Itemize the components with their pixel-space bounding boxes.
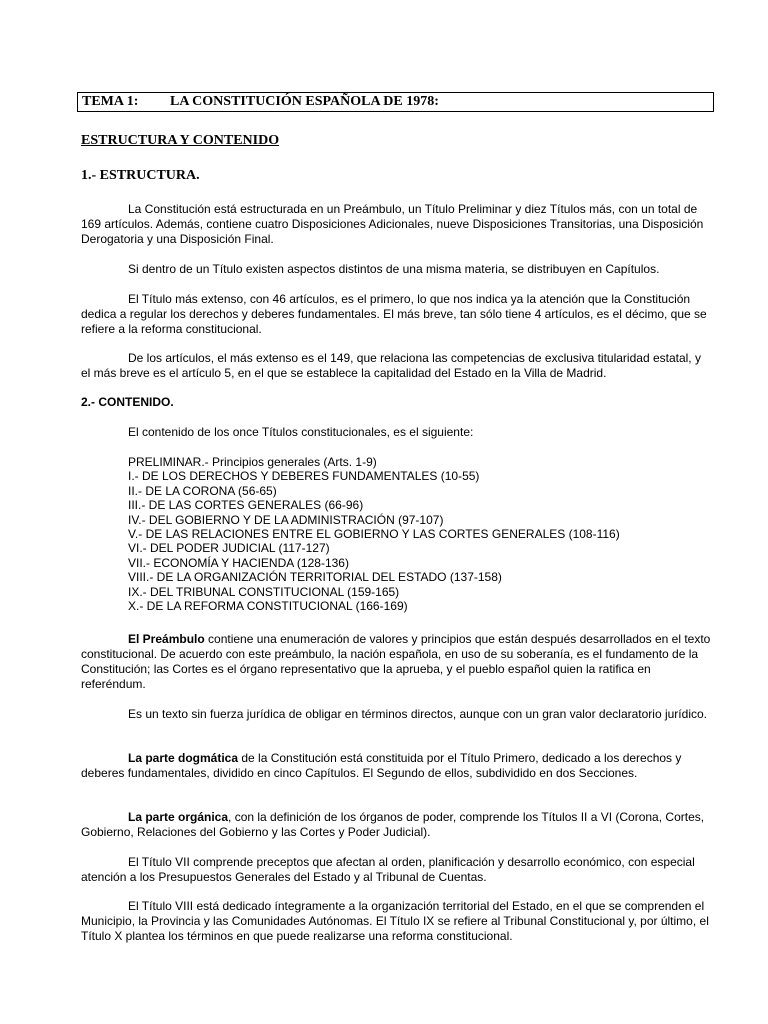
document-title: LA CONSTITUCIÓN ESPAÑOLA DE 1978: [170,94,439,109]
organica-text: , con la definición de los órganos de poder, comprende los Títulos II a VI (Corona, Cortes, Gobierno, Relaciones del Gobierno y las Cortes y Poder Judicial). [81,810,705,839]
list-item: IX.- DEL TRIBUNAL CONSTITUCIONAL (159-165) [128,584,400,599]
preambulo-text: contiene una enumeración de valores y principios que están después desarrollados en el texto constitucional. De acuerdo con este preámbulo, la nación española, en uso de su soberanía, es el fundamento de la Constitución; las Cortes es el órgano representativo que la aprueba, y el pueblo español quien la ratifica en referéndum. [81,632,711,691]
section-1-heading: 1.- ESTRUCTURA. [81,168,200,183]
preambulo-paragraph [81,632,711,692]
list-item: PRELIMINAR.- Principios generales (Arts. 1-9) [128,455,377,469]
titulo-viii-paragraph: El Título VIII está dedicado íntegramente a la organización territorial del Estado, en el que se comprenden el Municipio, la Provincia y las Comunidades Autónomas. El Título IX se refiere al Tribunal Constitucional y, por último, el Título X plantea los términos en que puede realizarse una reforma constitucional. [81,899,709,943]
titulo-vii-paragraph: El Título VII comprende preceptos que afectan al orden, planificación y desarrollo económico, con especial atención a los Presupuestos Generales del Estado y al Tribunal de Cuentas. [81,855,695,884]
section-2-intro: El contenido de los once Títulos constitucionales, es el siguiente: [128,425,474,439]
list-item: X.- DE LA REFORMA CONSTITUCIONAL (166-169) [128,599,408,614]
section-2-heading: 2.- CONTENIDO. [81,395,174,409]
list-item: VII.- ECONOMÍA Y HACIENDA (128-136) [128,555,349,570]
list-item: VIII.- DE LA ORGANIZACIÓN TERRITORIAL DEL ESTADO (137-158) [128,570,502,585]
preambulo-bold-term: El Preámbulo [128,632,205,646]
section-1-paragraph-3: El Título más extenso, con 46 artículos, es el primero, lo que nos indica ya la atención que la Constitución dedica a regular los derechos y deberes fundamentales. El más breve, tan sólo tiene 4 artículos, es el décimo, que se refiere a la reforma constitucional. [81,292,707,336]
list-item: I.- DE LOS DERECHOS Y DEBERES FUNDAMENTALES (10-55) [128,469,480,484]
list-item: VI.- DEL PODER JUDICIAL (117-127) [128,541,330,556]
document-title-box [77,92,714,112]
organica-paragraph [81,810,711,840]
section-1-paragraph-2: Si dentro de un Título existen aspectos distintos de una misma materia, se distribuyen en Capítulos. [128,262,660,276]
document-subtitle: ESTRUCTURA Y CONTENIDO [81,133,280,148]
section-1-paragraph-1: La Constitución está estructurada en un Preámbulo, un Título Preliminar y diez Títulos más, con un total de 169 artículos. Además, contiene cuatro Disposiciones Adicionales, nueve Disposiciones Transitorias, una Disposición Derogatoria y una Disposición Final. [81,202,704,246]
titles-list [128,455,620,613]
dogmatica-bold-term: La parte dogmática [128,751,239,765]
list-item: V.- DE LAS RELACIONES ENTRE EL GOBIERNO Y LAS CORTES GENERALES (108-116) [128,527,620,542]
dogmatica-paragraph [81,751,711,781]
tema-label: TEMA 1: [82,94,139,109]
organica-bold-term: La parte orgánica [128,810,229,824]
list-item: III.- DE LAS CORTES GENERALES (66-96) [128,498,364,513]
fuerza-paragraph: Es un texto sin fuerza jurídica de obligar en términos directos, aunque con un gran valor declaratorio jurídico. [128,707,707,721]
list-item: II.- DE LA CORONA (56-65) [128,483,277,498]
dogmatica-text: de la Constitución está constituida por el Título Primero, dedicado a los derechos y deberes fundamentales, dividido en cinco Capítulos. El Segundo de ellos, subdividido en dos Secciones. [81,751,682,780]
section-1-paragraph-4: De los artículos, el más extenso es el 149, que relaciona las competencias de exclusiva titularidad estatal, y el más breve es el artículo 5, en el que se establece la capitalidad del Estado en la Villa de Madrid. [81,351,701,380]
list-item: IV.- DEL GOBIERNO Y DE LA ADMINISTRACIÓN (97-107) [128,512,444,527]
